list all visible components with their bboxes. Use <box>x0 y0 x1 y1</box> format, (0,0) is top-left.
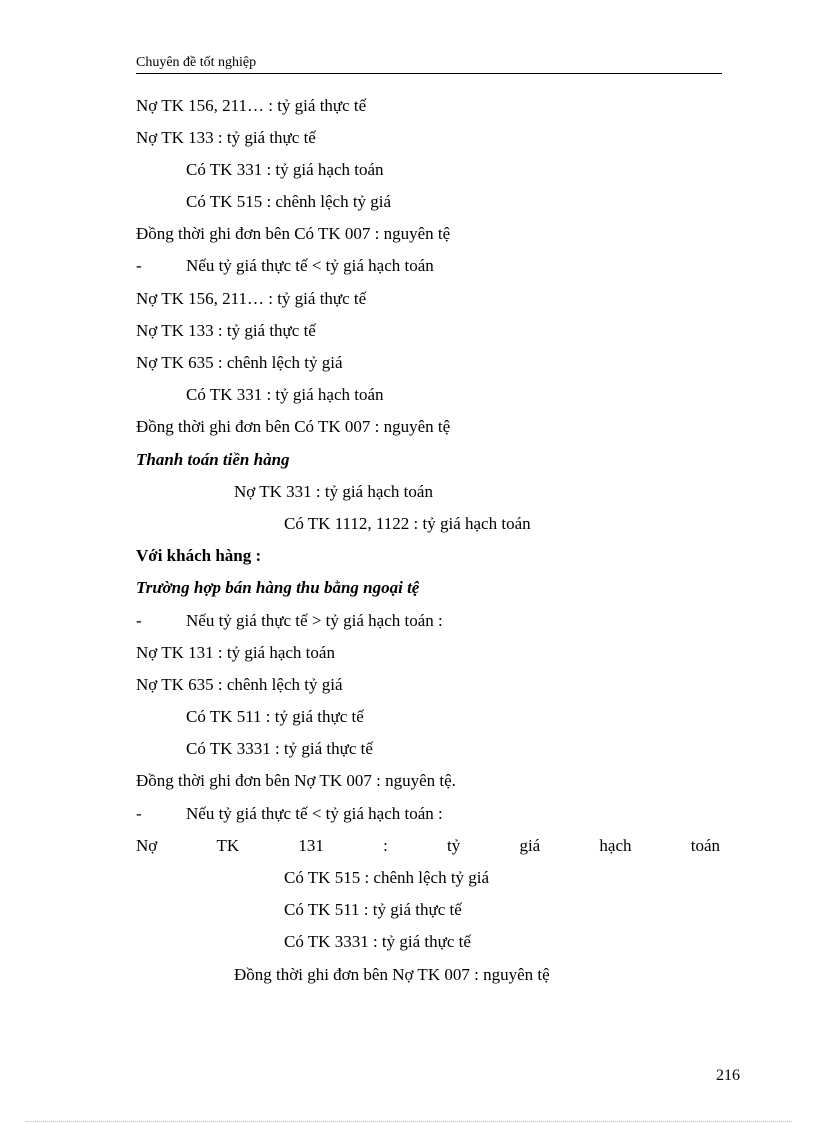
word: : <box>383 836 388 855</box>
entry-line: Đồng thời ghi đơn bên Có TK 007 : nguyên tệ <box>136 417 451 436</box>
page-header <box>136 54 722 74</box>
word: TK <box>216 836 240 855</box>
entry-line: Có TK 515 : chênh lệch tỷ giá <box>186 192 392 211</box>
entry-line: Nợ TK 133 : tỷ giá thực tế <box>136 128 316 147</box>
entry-line: Có TK 331 : tỷ giá hạch toán <box>186 385 384 404</box>
list-item-text: Nếu tỷ giá thực tế < tỷ giá hạch toán : <box>186 804 443 823</box>
entry-line: Nợ TK 156, 211… : tỷ giá thực tế <box>136 96 367 115</box>
entry-line: Có TK 511 : tỷ giá thực tế <box>186 707 364 726</box>
page-border-dotted <box>26 1121 792 1122</box>
section-heading: Thanh toán tiền hàng <box>136 450 290 469</box>
entry-line: Nợ TK 131 : tỷ giá hạch toán <box>136 643 335 662</box>
section-heading: Với khách hàng : <box>136 546 262 565</box>
word: tỷ <box>447 836 461 855</box>
list-item-text: Nếu tỷ giá thực tế < tỷ giá hạch toán <box>186 256 434 275</box>
list-dash: - <box>136 256 142 275</box>
word: 131 <box>298 836 324 855</box>
entry-line: Nợ TK 156, 211… : tỷ giá thực tế <box>136 289 367 308</box>
entry-line: Đồng thời ghi đơn bên Nợ TK 007 : nguyên tệ <box>234 965 550 984</box>
entry-line: Nợ TK 635 : chênh lệch tỷ giá <box>136 675 343 694</box>
entry-line: Đồng thời ghi đơn bên Nợ TK 007 : nguyên tệ. <box>136 771 456 790</box>
entry-line: Nợ TK 331 : tỷ giá hạch toán <box>234 482 433 501</box>
entry-line: Có TK 1112, 1122 : tỷ giá hạch toán <box>284 514 531 533</box>
entry-line: Có TK 3331 : tỷ giá thực tế <box>186 739 373 758</box>
entry-line: Nợ TK 635 : chênh lệch tỷ giá <box>136 353 343 372</box>
list-dash: - <box>136 804 142 823</box>
word: hạch <box>599 836 632 855</box>
word: Nợ <box>136 836 158 855</box>
list-item-text: Nếu tỷ giá thực tế > tỷ giá hạch toán : <box>186 611 443 630</box>
word: toán <box>690 836 720 855</box>
entry-line: Có TK 331 : tỷ giá hạch toán <box>186 160 384 179</box>
entry-line: Có TK 515 : chênh lệch tỷ giá <box>284 868 490 887</box>
section-heading: Trường hợp bán hàng thu bằng ngoại tệ <box>136 578 420 597</box>
word: giá <box>519 836 541 855</box>
justified-entry-line <box>136 835 720 857</box>
entry-line: Có TK 511 : tỷ giá thực tế <box>284 900 462 919</box>
entry-line: Đồng thời ghi đơn bên Có TK 007 : nguyên tệ <box>136 224 451 243</box>
page-number: 216 <box>716 1067 740 1084</box>
entry-line: Nợ TK 133 : tỷ giá thực tế <box>136 321 316 340</box>
entry-line: Có TK 3331 : tỷ giá thực tế <box>284 932 471 951</box>
list-dash: - <box>136 611 142 630</box>
header-title: Chuyên đề tốt nghiệp <box>136 55 257 70</box>
